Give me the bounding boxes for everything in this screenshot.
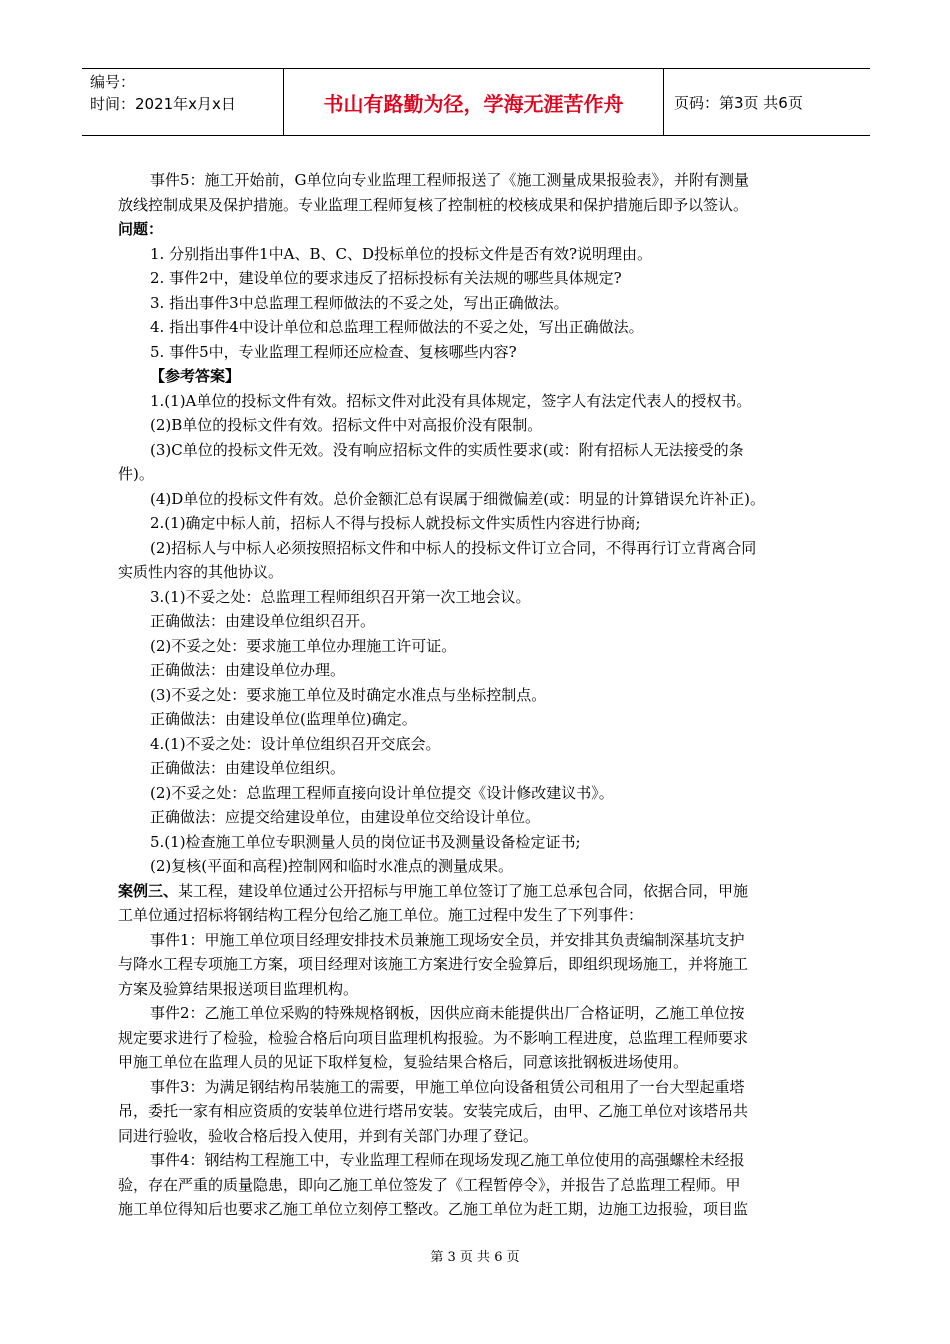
- paragraph-text: 事件3：为满足钢结构吊装施工的需要，甲施工单位向设备租赁公司租用了一台大型起重塔: [150, 1077, 745, 1096]
- page-footer: 第 3 页 共 6 页: [430, 1250, 520, 1265]
- paragraph-text: 吊，委托一家有相应资质的安装单位进行塔吊安装。安装完成后，由甲、乙施工单位对该塔吊共: [118, 1102, 749, 1120]
- paragraph-text: 同进行验收，验收合格后投入使用，并到有关部门办理了登记。: [118, 1126, 539, 1145]
- paragraph-line: [118, 242, 838, 267]
- paragraph-line: [118, 1197, 838, 1222]
- paragraph-line: [118, 1099, 838, 1124]
- paragraph-line: [118, 462, 838, 487]
- paragraph-line: [118, 340, 838, 365]
- paragraph-text: 正确做法：由建设单位办理。: [150, 661, 346, 679]
- paragraph-line: [118, 168, 838, 193]
- paragraph-line: [118, 1075, 838, 1100]
- paragraph-line: [118, 1001, 838, 1026]
- paragraph-line: [118, 683, 838, 708]
- paragraph-text: 正确做法：由建设单位组织。: [150, 759, 346, 777]
- paragraph-text: 2.(1)确定中标人前，招标人不得与投标人就投标文件实质性内容进行协商;: [150, 514, 641, 532]
- header-page-info: 页码：第3页 共6页: [674, 93, 803, 112]
- paragraph-line: [118, 193, 838, 218]
- paragraph-text: 放线控制成果及保护措施。专业监理工程师复核了控制桩的校核成果和保护措施后即予以签认。: [118, 195, 749, 214]
- document-header: [82, 68, 870, 136]
- paragraph-text: 事件4：钢结构工程施工中，专业监理工程师在现场发现乙施工单位使用的高强螺栓未经报: [150, 1151, 745, 1169]
- paragraph-text: (2)复核(平面和高程)控制网和临时水准点的测量成果。: [150, 857, 513, 875]
- paragraph-text: 1.(1)A单位的投标文件有效。招标文件对此没有具体规定，签字人有法定代表人的授权书。: [150, 391, 752, 410]
- paragraph-text: 5.(1)检查施工单位专职测量人员的岗位证书及测量设备检定证书;: [150, 832, 581, 851]
- paragraph-line: [118, 854, 838, 879]
- paragraph-text: 正确做法：应提交给建设单位，由建设单位交给设计单位。: [150, 808, 541, 826]
- paragraph-line: [118, 903, 838, 928]
- paragraph-text: 5. 事件5中，专业监理工程师还应检查、复核哪些内容?: [150, 342, 517, 361]
- paragraph-text: 方案及验算结果报送项目监理机构。: [118, 979, 359, 998]
- paragraph-text: 施工单位得知后也要求乙施工单位立刻停工整改。乙施工单位为赶工期，边施工边报验，项目监: [118, 1200, 749, 1218]
- paragraph-text: 事件2：乙施工单位采购的特殊规格钢板，因供应商未能提供出厂合格证明，乙施工单位按: [150, 1004, 745, 1022]
- paragraph-line: [118, 707, 838, 732]
- header-motto: 书山有路勤为径，学海无涯苦作舟: [284, 69, 664, 135]
- paragraph-line: [118, 1124, 838, 1149]
- paragraph-text: (2)B单位的投标文件有效。招标文件中对高报价没有限制。: [150, 416, 543, 434]
- paragraph-text: 规定要求进行了检验，检验合格后向项目监理机构报验。为不影响工程进度，总监理工程师要求: [118, 1028, 749, 1047]
- paragraph-text: 2. 事件2中，建设单位的要求违反了招标投标有关法规的哪些具体规定?: [150, 269, 622, 287]
- paragraph-line: [118, 217, 838, 242]
- paragraph-text: 问题：: [118, 220, 164, 238]
- document-body: [118, 168, 838, 1222]
- paragraph-text: 事件1：甲施工单位项目经理安排技术员兼施工现场安全员，并安排其负责编制深基坑支护: [150, 930, 745, 949]
- paragraph-line: [118, 1050, 838, 1075]
- paragraph-text: 事件5：施工开始前，G单位向专业监理工程师报送了《施工测量成果报验表》，并附有测量: [150, 171, 750, 189]
- paragraph-line: [118, 805, 838, 830]
- paragraph-line: [118, 364, 838, 389]
- paragraph-text: 与降水工程专项施工方案，项目经理对该施工方案进行安全验算后，即组织现场施工，并将施工: [118, 955, 749, 973]
- paragraph-line: [118, 389, 838, 414]
- paragraph-text: 4.(1)不妥之处：设计单位组织召开交底会。: [150, 734, 441, 753]
- paragraph-text: 正确做法：由建设单位(监理单位)确定。: [150, 710, 417, 728]
- paragraph-line: [118, 315, 838, 340]
- paragraph-line: [118, 511, 838, 536]
- paragraph-line: [118, 609, 838, 634]
- paragraph-text: 甲施工单位在监理人员的见证下取样复检，复验结果合格后，同意该批钢板进场使用。: [118, 1053, 689, 1071]
- header-meta: [82, 69, 284, 135]
- paragraph-line: [118, 413, 838, 438]
- paragraph-line: [118, 291, 838, 316]
- paragraph-text: (3)C单位的投标文件无效。没有响应招标文件的实质性要求(或：附有招标人无法接受的条: [150, 440, 744, 459]
- paragraph-line: [118, 634, 838, 659]
- paragraph-text: 件)。: [118, 465, 154, 483]
- paragraph-text: (2)不妥之处：要求施工单位办理施工许可证。: [150, 636, 457, 655]
- paragraph-line: [118, 952, 838, 977]
- paragraph-text: 实质性内容的其他协议。: [118, 563, 284, 581]
- case-title: 案例三、: [118, 881, 179, 900]
- paragraph-line: [118, 977, 838, 1002]
- paragraph-text: 3.(1)不妥之处：总监理工程师组织召开第一次工地会议。: [150, 587, 531, 606]
- header-number-label: 编号：: [90, 73, 136, 91]
- paragraph-line: [118, 830, 838, 855]
- paragraph-line: [118, 879, 838, 904]
- paragraph-text: 3. 指出事件3中总监理工程师做法的不妥之处，写出正确做法。: [150, 293, 569, 312]
- paragraph-line: [118, 438, 838, 463]
- paragraph-text: 验，存在严重的质量隐患，即向乙施工单位签发了《工程暂停令》，并报告了总监理工程师。甲: [118, 1175, 741, 1194]
- paragraph-text: 【参考答案】: [150, 367, 241, 385]
- paragraph-text: 1. 分别指出事件1中A、B、C、D投标单位的投标文件是否有效?说明理由。: [150, 244, 653, 263]
- paragraph-line: [118, 1173, 838, 1198]
- paragraph-text: (3)不妥之处：要求施工单位及时确定水准点与坐标控制点。: [150, 685, 547, 704]
- paragraph-line: [118, 585, 838, 610]
- paragraph-line: [118, 536, 838, 561]
- paragraph-text: (2)招标人与中标人必须按照招标文件和中标人的投标文件订立合同，不得再行订立背离合同: [150, 538, 757, 557]
- paragraph-text: 工单位通过招标将钢结构工程分包给乙施工单位。施工过程中发生了下列事件：: [118, 906, 644, 924]
- paragraph-text: 4. 指出事件4中设计单位和总监理工程师做法的不妥之处，写出正确做法。: [150, 318, 644, 336]
- paragraph-line: [118, 1026, 838, 1051]
- paragraph-text: (4)D单位的投标文件有效。总价金额汇总有误属于细微偏差(或：明显的计算错误允许补正)。: [150, 489, 765, 508]
- paragraph-line: [118, 756, 838, 781]
- paragraph-line: [118, 487, 838, 512]
- paragraph-line: [118, 266, 838, 291]
- paragraph-line: [118, 1148, 838, 1173]
- paragraph-text: 某工程，建设单位通过公开招标与甲施工单位签订了施工总承包合同，依据合同，甲施: [178, 881, 749, 900]
- paragraph-text: 正确做法：由建设单位组织召开。: [150, 612, 376, 630]
- paragraph-line: [118, 732, 838, 757]
- header-time-label: 时间：2021年x月x日: [90, 95, 236, 113]
- paragraph-text: (2)不妥之处：总监理工程师直接向设计单位提交《设计修改建议书》。: [150, 783, 614, 802]
- paragraph-line: [118, 560, 838, 585]
- paragraph-line: [118, 781, 838, 806]
- paragraph-line: [118, 658, 838, 683]
- paragraph-line: [118, 928, 838, 953]
